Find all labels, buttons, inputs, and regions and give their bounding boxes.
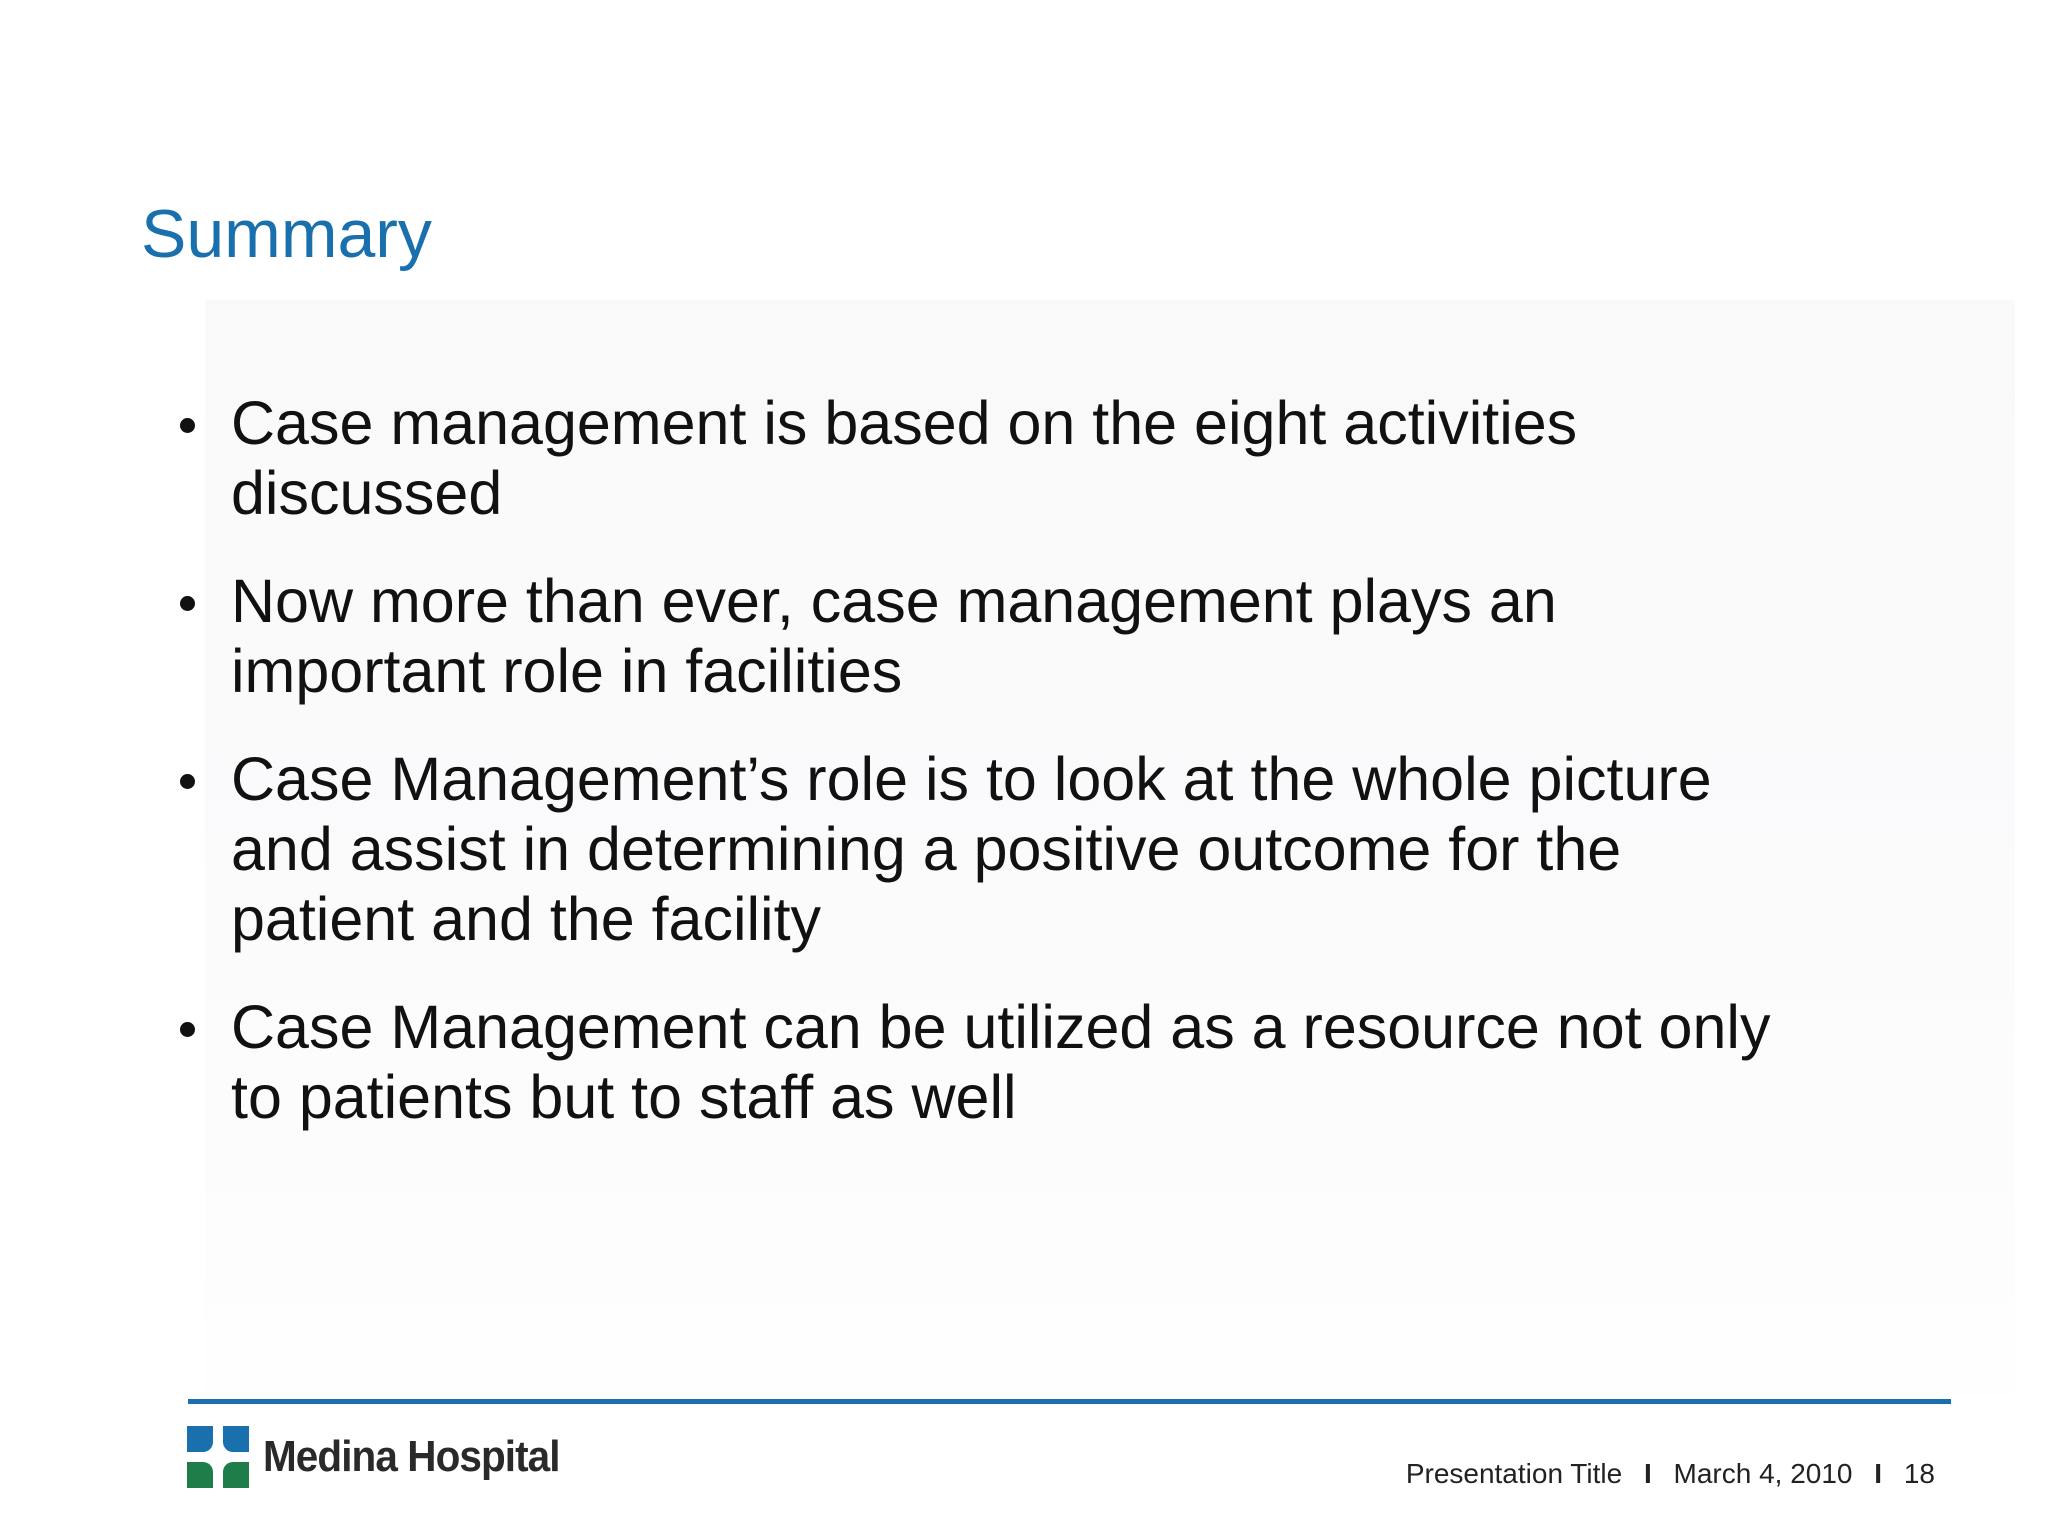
bullet-item: [176, 566, 1816, 706]
presentation-title: Presentation Title: [1405, 1458, 1623, 1489]
bullet-item: [176, 388, 1816, 528]
bullet-text: Case management is based on the eight activities discussed: [231, 389, 1578, 527]
bullet-dot-icon: [180, 1022, 195, 1037]
hospital-cross-icon: [187, 1426, 249, 1488]
footer-separator: I: [1874, 1458, 1883, 1489]
bullet-item: [176, 992, 1816, 1132]
bullet-dot-icon: [180, 596, 195, 611]
slide-title: Summary: [141, 196, 432, 272]
footer-divider: [188, 1399, 1951, 1404]
logo-text: Medina Hospital: [263, 1432, 560, 1481]
hospital-logo: [187, 1425, 585, 1489]
bullet-dot-icon: [180, 418, 195, 433]
bullet-list: [176, 388, 1816, 1170]
presentation-date: March 4, 2010: [1673, 1458, 1853, 1489]
bullet-dot-icon: [180, 774, 195, 789]
bullet-text: Now more than ever, case management plays an important role in facilities: [231, 567, 1557, 705]
footer-meta: [1406, 1458, 1935, 1490]
bullet-text: Case Management can be utilized as a resource not only to patients but to staff as well: [231, 993, 1771, 1131]
footer-separator: I: [1643, 1458, 1652, 1489]
page-number: 18: [1903, 1458, 1935, 1489]
bullet-item: [176, 744, 1816, 954]
bullet-text: Case Management’s role is to look at the whole picture and assist in determining a positive outcome for the patient and the facility: [231, 745, 1712, 953]
